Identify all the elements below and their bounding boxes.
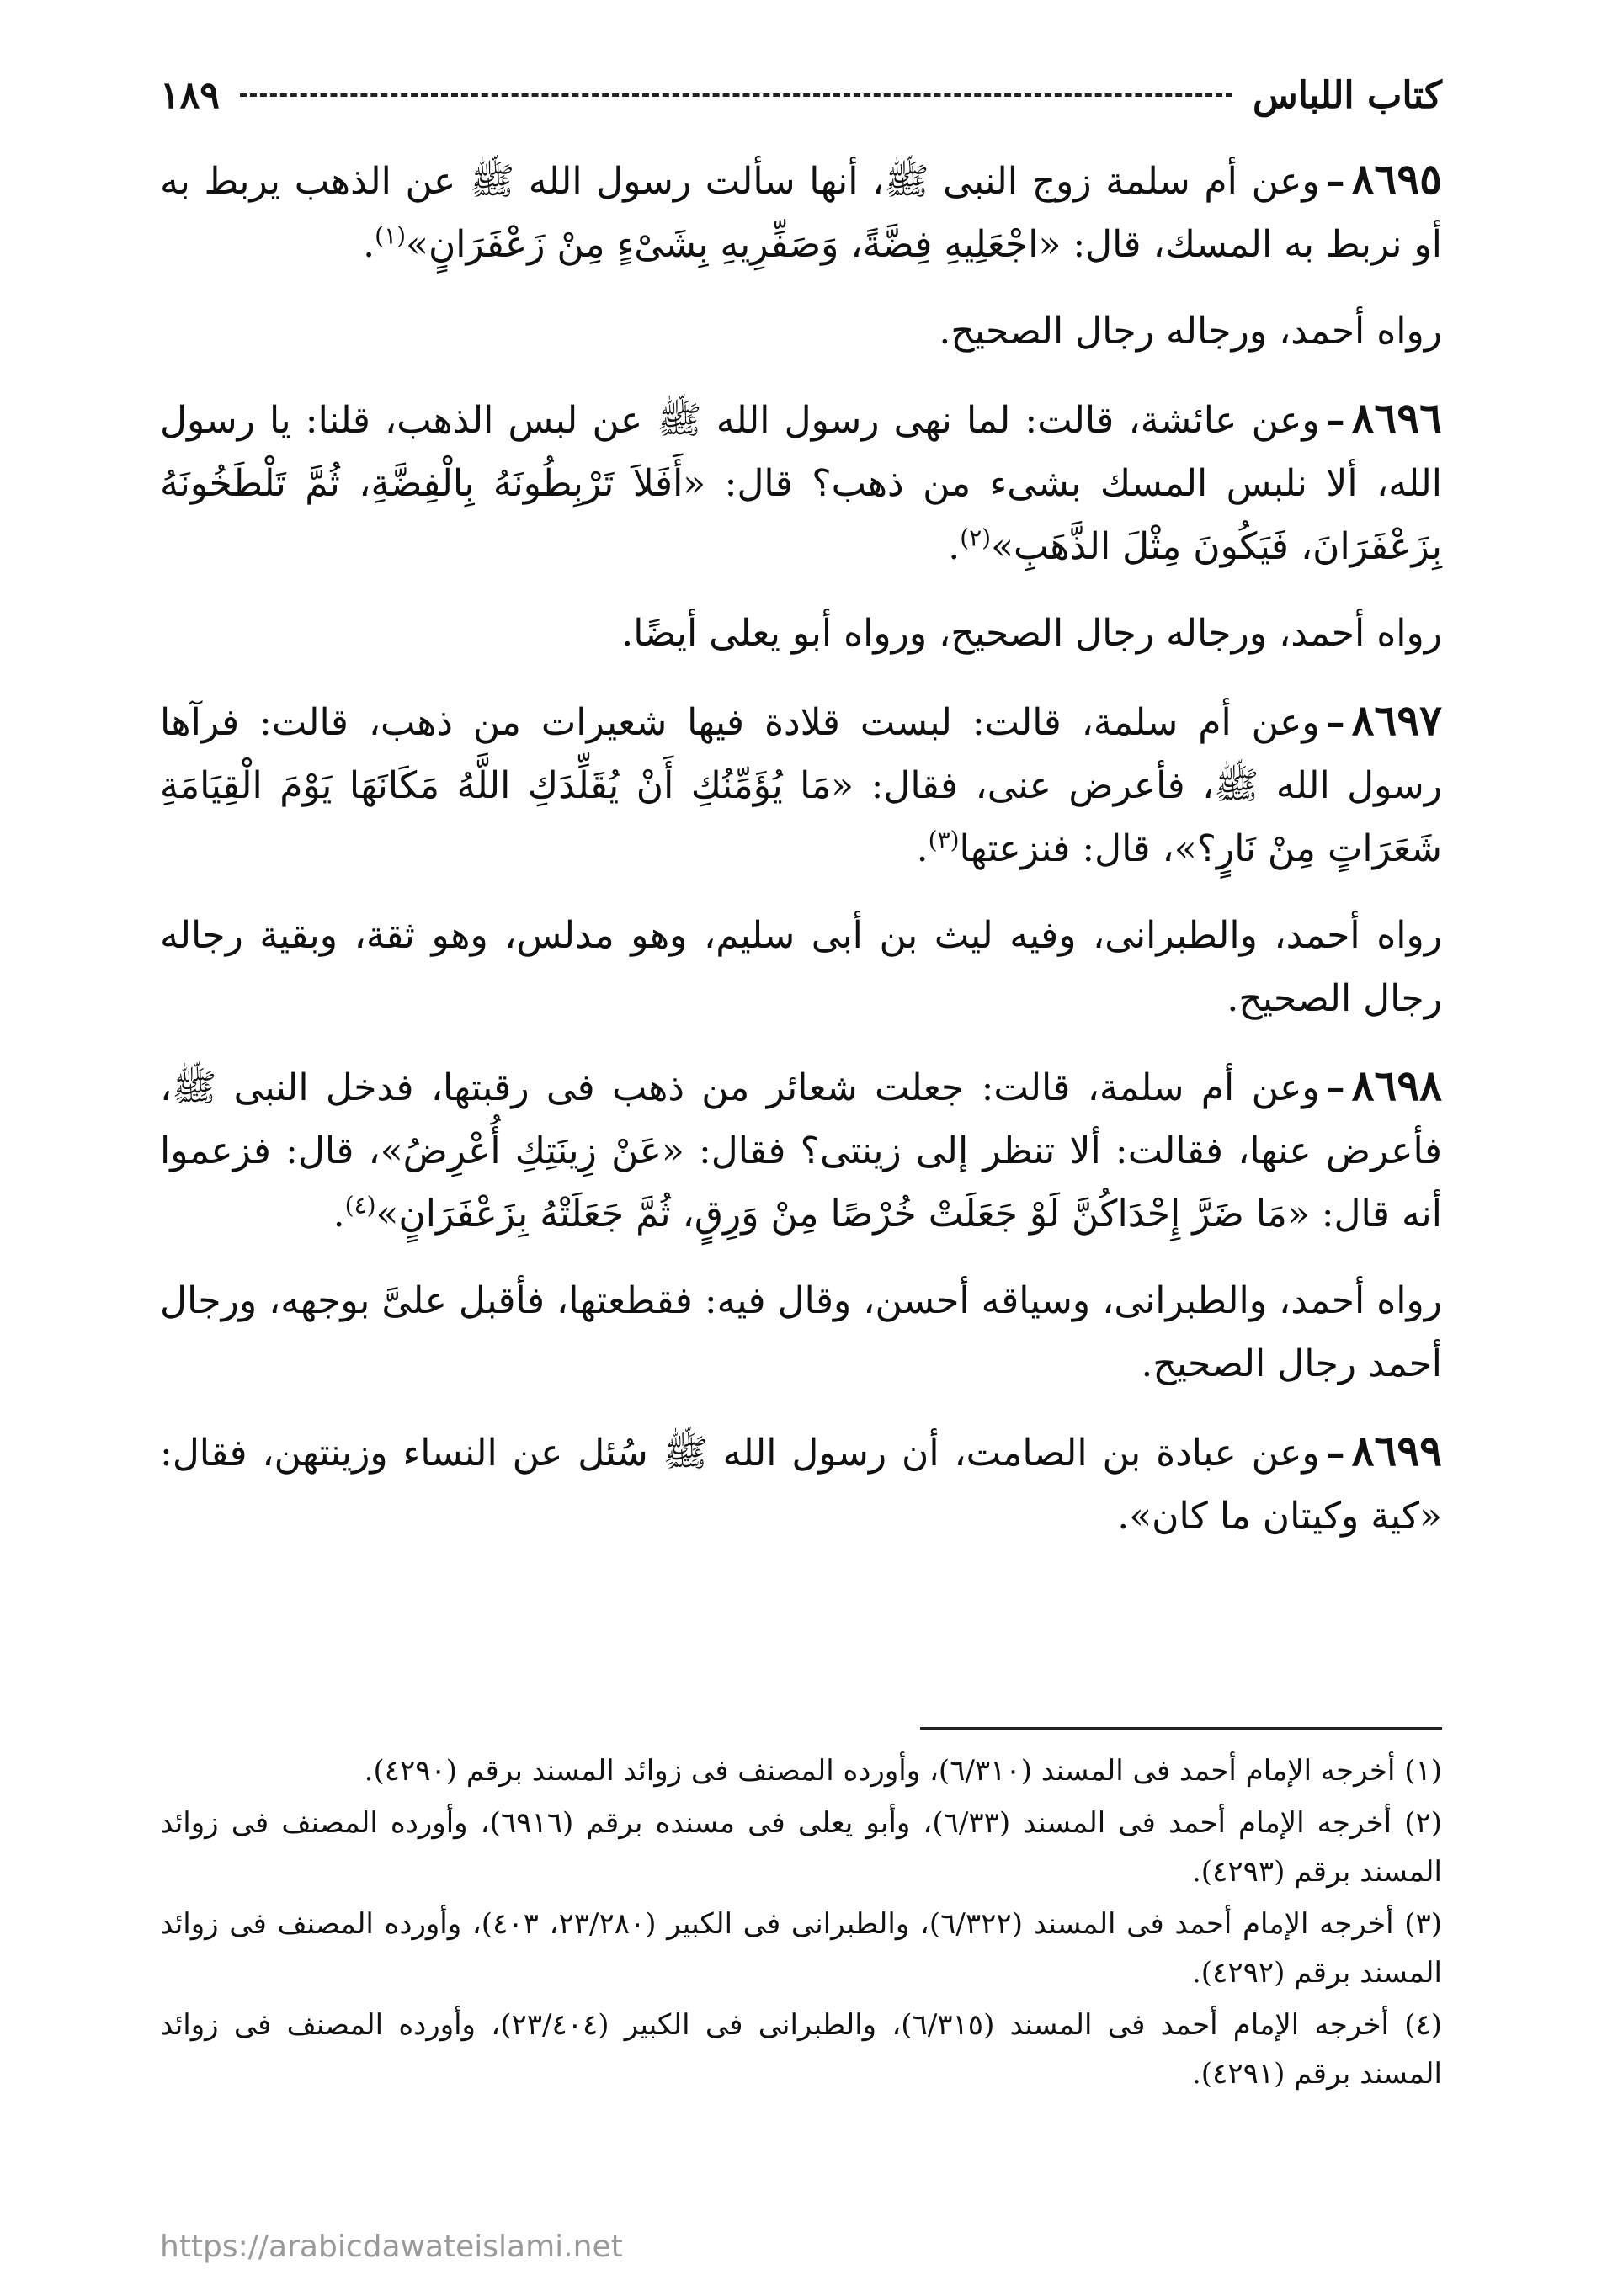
hadith-text-mid: ، قال: فنزعتها <box>959 827 1174 870</box>
hadith-end: . <box>363 223 375 266</box>
narration-note: رواه أحمد، والطبرانى، وفيه ليث بن أبى سليم، وهو مدلس، وهو ثقة، وبقية رجاله رجال الصحيح. <box>160 914 1442 1020</box>
page-header <box>160 66 1442 125</box>
footnote-ref: (٤) <box>344 1191 376 1220</box>
hadith-end: . <box>916 827 929 870</box>
hadith-dash: – <box>1326 1066 1345 1109</box>
footnote-ref: (٢) <box>960 524 992 552</box>
footnote-item: (٤) أخرجه الإمام أحمد فى المسند (٦/٣١٥)، والطبرانى فى الكبير (٢٣/٤٠٤)، وأورده المصنف فى زوائد المسند برقم (٤٢٩١). <box>160 2008 1442 2091</box>
hadith-number: ٨٦٩٦ <box>1351 393 1442 443</box>
hadith-paragraph <box>160 688 1442 880</box>
footnote-item: (٢) أخرجه الإمام أحمد فى المسند (٦/٣٣)، وأبو يعلى فى مسنده برقم (٦٩١٦)، وأورده المصنف فى زوائد المسند برقم (٤٢٩٣). <box>160 1806 1442 1889</box>
footnote-item: (١) أخرجه الإمام أحمد فى المسند (٦/٣١٠)، وأورده المصنف فى زوائد المسند برقم (٤٢٩٠). <box>364 1754 1442 1788</box>
chapter-title: كتاب اللباس <box>1253 73 1442 117</box>
narration-note: رواه أحمد، والطبرانى، وسياقه أحسن، وقال فيه: فقطعتها، فأقبل علىَّ بوجهه، ورجال أحمد رجال الصحيح. <box>160 1279 1442 1385</box>
hadith-number: ٨٦٩٥ <box>1351 154 1442 204</box>
watermark: https://arabicdawateislami.net <box>160 2230 623 2264</box>
hadith-quote: «اجْعَلِيهِ فِضَّةً، وَصَفِّرِيهِ بِشَىْءٍ مِنْ زَعْفَرَانٍ» <box>406 223 1062 266</box>
hadith-quote: «كية وكيتان ما كان» <box>1129 1495 1442 1538</box>
footnote-ref: (١) <box>375 221 407 250</box>
hadith-text: وعن عبادة بن الصامت، أن رسول الله ﷺ سُئل عن النساء وزينتهن، فقال: <box>160 1432 1320 1475</box>
hadith-number: ٨٦٩٩ <box>1351 1426 1442 1475</box>
hadith-paragraph <box>160 1419 1442 1548</box>
hadith-quote: «أَفَلاَ تَرْبِطُونَهُ بِالْفِضَّةِ، ثُمَّ تَلْطَخُونَهُ بِزَعْفَرَانَ، فَيَكُونَ مِثْلَ الذَّهَبِ» <box>160 462 1442 568</box>
hadith-text: وعن أم سلمة، قالت: لبست قلادة فيها شعيرات من ذهب، قالت: فرآها رسول الله ﷺ، فأعرض عنى، فقال: <box>160 701 1443 807</box>
footnote-item: (٣) أخرجه الإمام أحمد فى المسند (٦/٣٢٢)، والطبرانى فى الكبير (٢٣/٢٨٠، ٤٠٣)، وأورده المصنف فى زوائد المسند برقم (٤٢٩٢). <box>160 1907 1442 1990</box>
hadith-end: . <box>333 1193 345 1236</box>
hadith-paragraph <box>160 1054 1442 1246</box>
hadith-text: وعن عائشة، قالت: لما نهى رسول الله ﷺ عن لبس الذهب، قلنا: يا رسول الله، ألا نلبس المسك بشىء من ذهب؟ قال: <box>160 399 1442 505</box>
hadith-paragraph <box>160 147 1442 276</box>
hadith-dash: – <box>1326 701 1345 744</box>
narration-note: رواه أحمد، ورجاله رجال الصحيح. <box>939 310 1442 353</box>
hadith-end: . <box>948 525 961 568</box>
narration-note: رواه أحمد، ورجاله رجال الصحيح، ورواه أبو يعلى أيضًا. <box>621 612 1442 655</box>
header-divider <box>240 93 1232 97</box>
hadith-quote: «مَا يُؤَمِّنُكِ أَنْ يُقَلِّدَكِ اللَّهُ مَكَانَهَا يَوْمَ الْقِيَامَةِ شَعَرَاتٍ مِنْ نَارٍ؟» <box>160 764 1442 870</box>
hadith-dash: – <box>1326 160 1345 203</box>
hadith-dash: – <box>1326 399 1345 442</box>
footnote-ref: (٣) <box>928 826 960 854</box>
hadith-text: وعن أم سلمة زوج النبى ﷺ، أنها سألت رسول الله ﷺ عن الذهب يربط به أو نربط به المسك، قال: <box>160 160 1442 266</box>
main-text <box>160 147 1442 1571</box>
footnote-divider <box>920 1727 1442 1730</box>
hadith-paragraph <box>160 386 1442 578</box>
footnotes <box>160 1746 1442 2102</box>
hadith-number: ٨٦٩٨ <box>1351 1060 1442 1110</box>
hadith-quote: «مَا ضَرَّ إِحْدَاكُنَّ لَوْ جَعَلَتْ خُرْصًا مِنْ وَرِقٍ، ثُمَّ جَعَلَتْهُ بِزَعْفَرَانٍ» <box>375 1193 1310 1236</box>
page-number: ١٨٩ <box>160 73 220 117</box>
hadith-number: ٨٦٩٧ <box>1351 695 1442 745</box>
hadith-text: وعن أم سلمة، قالت: جعلت شعائر من ذهب فى رقبتها، فدخل النبى ﷺ، فأعرض عنها، فقالت: ألا تنظر إلى زينتى؟ فقال: «عَنْ زِينَتِكِ أُعْرِضُ»، قال: فزعموا أنه قال: <box>160 1066 1442 1236</box>
hadith-dash: – <box>1326 1432 1345 1475</box>
hadith-end: . <box>1117 1495 1130 1538</box>
